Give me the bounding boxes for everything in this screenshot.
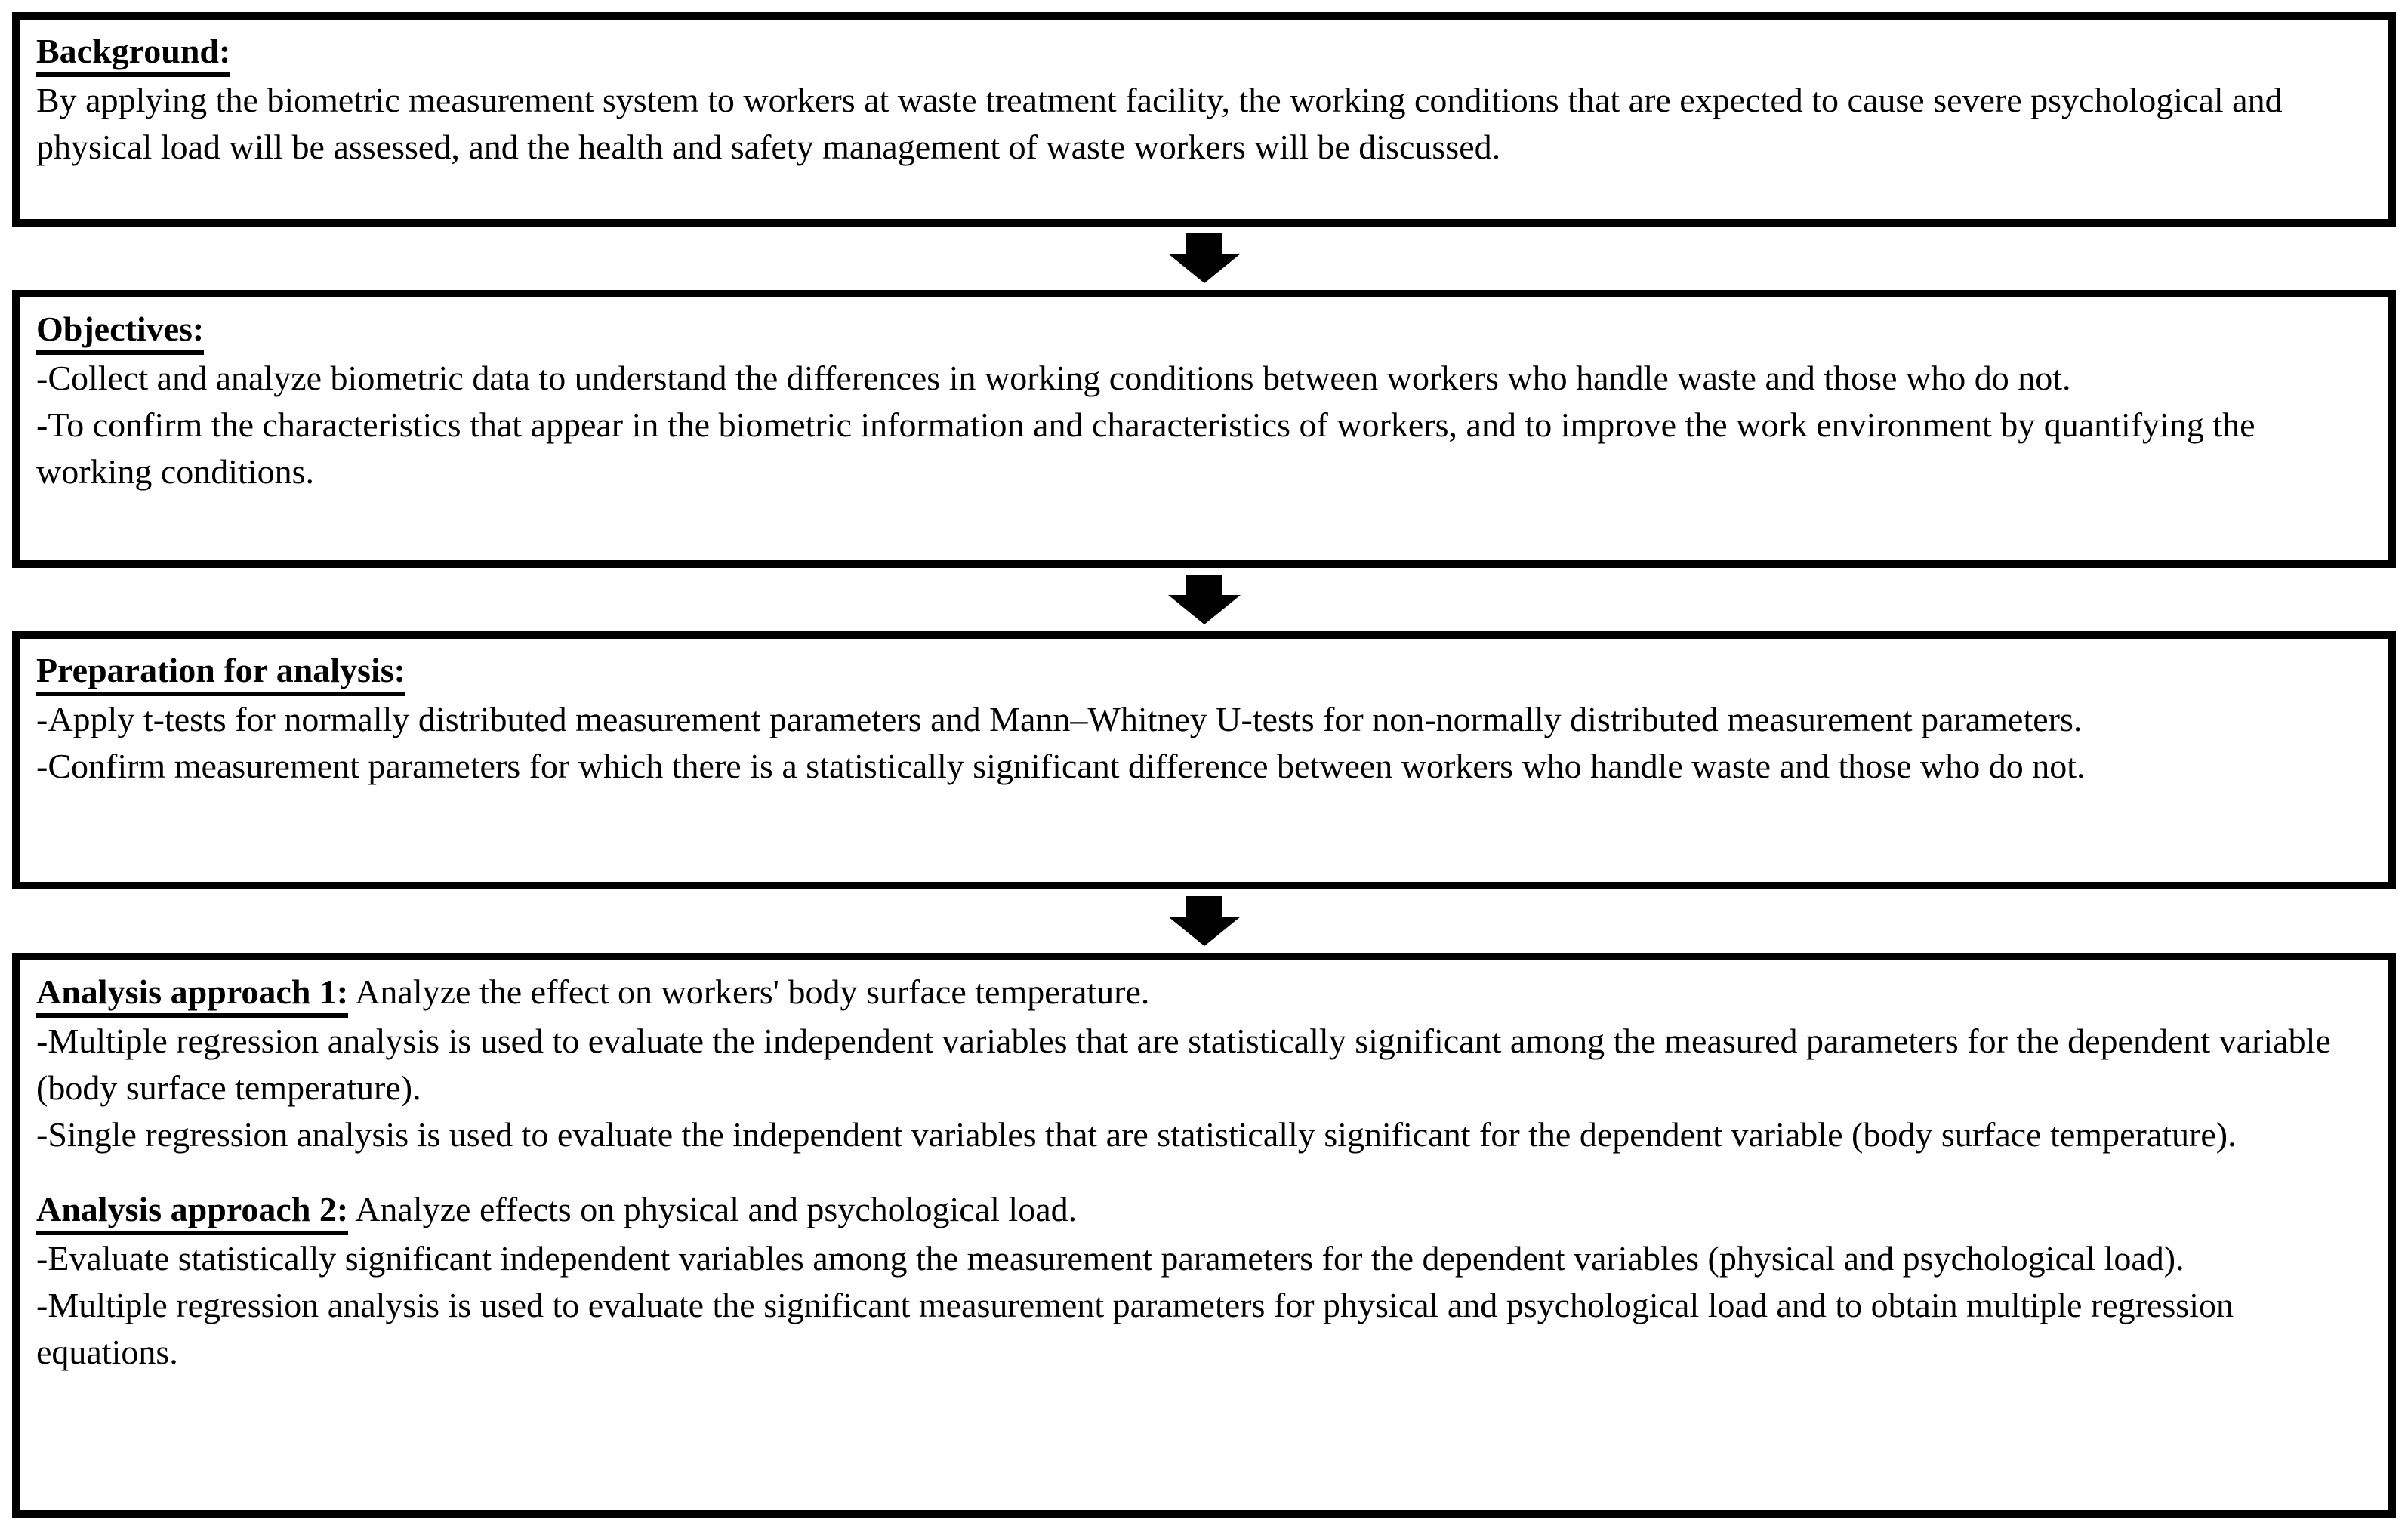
analysis-approach-1-title: Analysis approach 1:: [36, 971, 348, 1018]
down-arrow-icon: [1168, 233, 1241, 283]
preparation-heading: [36, 649, 2369, 696]
objectives-item-1: -Collect and analyze biometric data to understand the differences in working conditions between workers who handle waste and those who do not.: [36, 359, 2071, 397]
analysis-box: [12, 953, 2396, 1518]
down-arrow-icon: [1168, 896, 1241, 946]
preparation-item-2: -Confirm measurement parameters for which there is a statistically significant difference between workers who handle waste and those who do not.: [36, 747, 2086, 785]
preparation-item-1: -Apply t-tests for normally distributed measurement parameters and Mann–Whitney U-tests for non-normally distributed measurement parameters.: [36, 700, 2083, 738]
objectives-item-2: -To confirm the characteristics that appear in the biometric information and characteristics of workers, and to improve the work environment by quantifying the working conditions.: [36, 405, 2255, 491]
analysis-approach-1-item-1: -Multiple regression analysis is used to evaluate the independent variables that are statistically significant among the measured parameters for the dependent variable (body surface temperature).: [36, 1022, 2331, 1107]
analysis-approach-1-item-2: -Single regression analysis is used to evaluate the independent variables that are statistically significant for the dependent variable (body surface temperature).: [36, 1115, 2237, 1154]
analysis-approach-2-item-2: -Multiple regression analysis is used to evaluate the significant measurement parameters for physical and psychological load and to obtain multiple regression equations.: [36, 1286, 2234, 1371]
flow-connector-1: [12, 227, 2396, 290]
objectives-title: Objectives:: [36, 308, 204, 355]
preparation-title: Preparation for analysis:: [36, 649, 405, 696]
flow-connector-2: [12, 568, 2396, 631]
objectives-heading: [36, 308, 2369, 355]
background-box: [12, 12, 2396, 227]
analysis-approach-1-lead-line: [36, 966, 2369, 1018]
flow-connector-3: [12, 889, 2396, 953]
analysis-approach-2-lead-line: [36, 1184, 2369, 1235]
section-divider-space: [36, 1158, 2369, 1184]
background-text: By applying the biometric measurement system to workers at waste treatment facility, the working conditions that are expected to cause severe psychological and physical load will be assessed, and the health and safety management of waste workers will be discussed.: [36, 81, 2283, 166]
preparation-box: [12, 631, 2396, 889]
down-arrow-icon: [1168, 575, 1241, 624]
analysis-approach-1-lead: Analyze the effect on workers' body surface temperature.: [348, 972, 1150, 1011]
analysis-approach-2-item-1: -Evaluate statistically significant independent variables among the measurement parameters for the dependent variables (physical and psychological load).: [36, 1239, 2184, 1278]
analysis-approach-2-lead: Analyze effects on physical and psychological load.: [348, 1190, 1078, 1228]
analysis-approach-2-title: Analysis approach 2:: [36, 1188, 348, 1235]
background-heading: [36, 30, 2369, 77]
objectives-box: [12, 290, 2396, 568]
background-title: Background:: [36, 30, 230, 77]
